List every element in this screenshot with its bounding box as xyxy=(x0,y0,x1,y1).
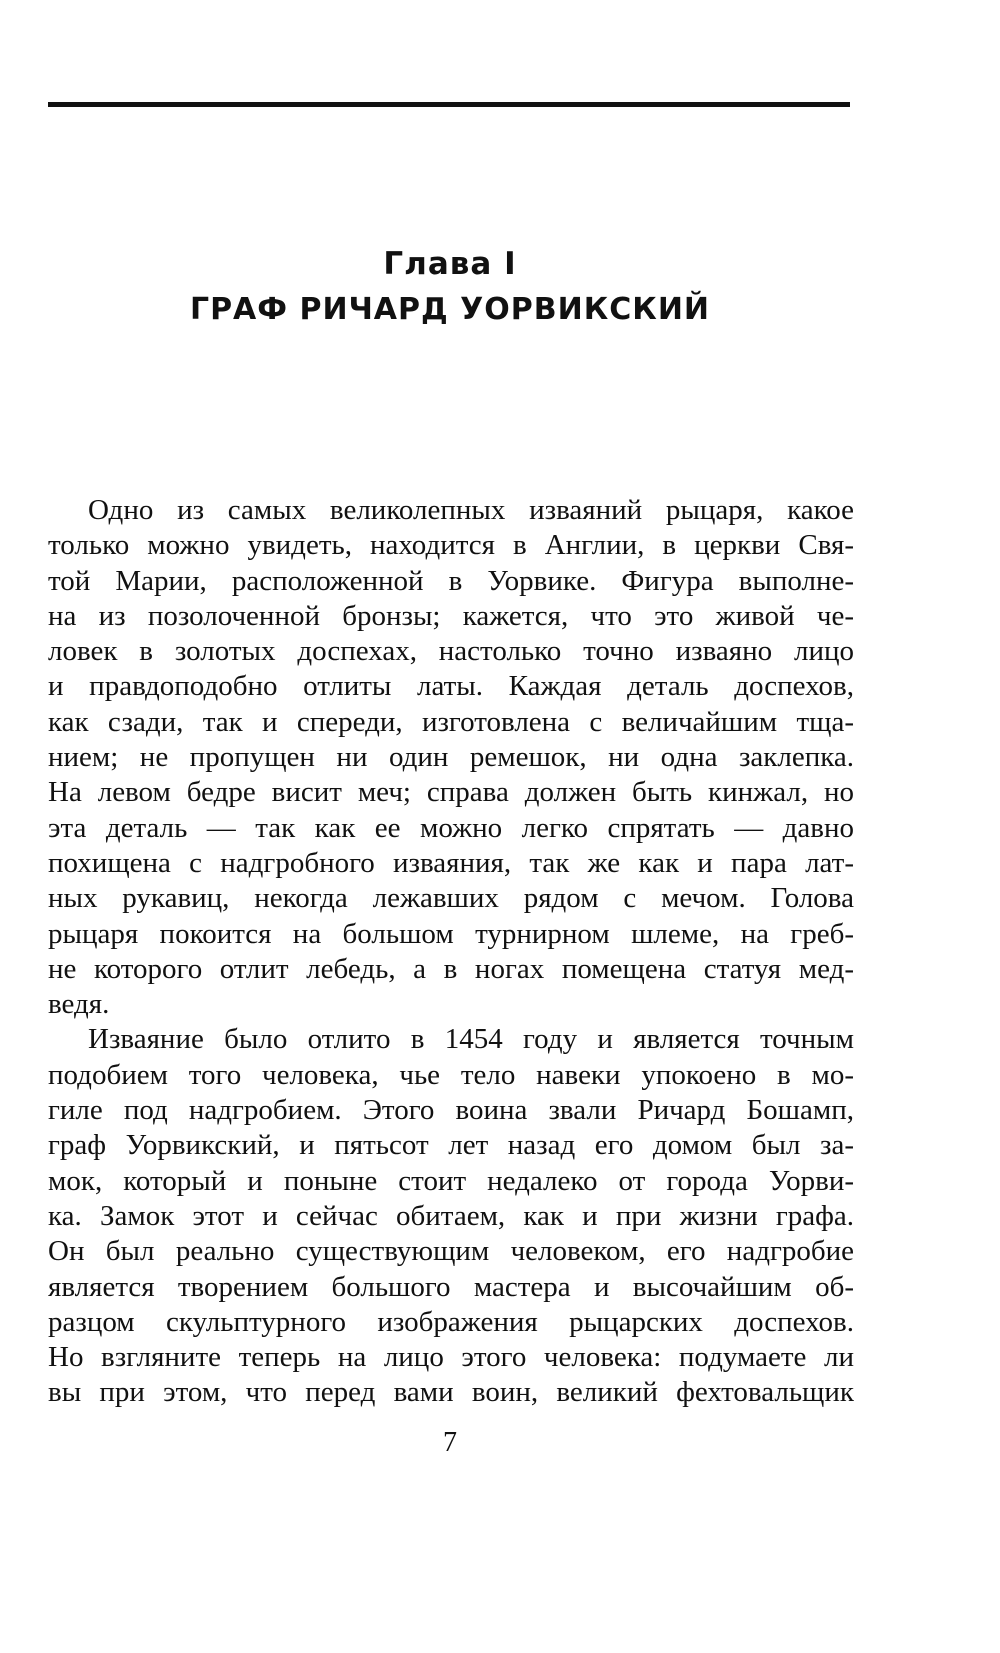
text-line: похищена с надгробного изваяния, так же как и пара лат- xyxy=(48,846,854,879)
text-line: гиле под надгробием. Этого воина звали Ричард Бошамп, xyxy=(48,1094,854,1127)
text-line: на из позолоченной бронзы; кажется, что это живой че- xyxy=(48,599,854,632)
text-line: ка. Замок этот и сейчас обитаем, как и при жизни графа. xyxy=(48,1199,854,1232)
body-text xyxy=(48,493,854,1411)
text-line: ведя. xyxy=(48,988,110,1021)
chapter-title: ГРАФ РИЧАРД УОРВИКСКИЙ xyxy=(189,292,711,327)
text-line: является творением большого мастера и высочайшим об- xyxy=(48,1270,854,1303)
text-line: Изваяние было отлито в 1454 году и является точным xyxy=(88,1023,854,1056)
text-line: той Марии, расположенной в Уорвике. Фигура выполне- xyxy=(48,564,854,597)
chapter-label: Глава I xyxy=(383,246,517,282)
header-rule xyxy=(48,102,850,107)
text-line: только можно увидеть, находится в Англии, в церкви Свя- xyxy=(48,529,854,562)
text-line: граф Уорвикский, и пятьсот лет назад его домом был за- xyxy=(48,1129,854,1162)
text-line: нием; не пропущен ни один ремешок, ни одна заклепка. xyxy=(48,741,854,774)
text-line: Он был реально существующим человеком, его надгробие xyxy=(48,1235,854,1268)
text-line: и правдоподобно отлиты латы. Каждая деталь доспехов, xyxy=(48,670,854,703)
text-line: подобием того человека, чье тело навеки упокоено в мо- xyxy=(48,1058,854,1091)
text-line: как сзади, так и спереди, изготовлена с величайшим тща- xyxy=(48,705,854,738)
text-line: разцом скульптурного изображения рыцарских доспехов. xyxy=(48,1305,854,1338)
text-line: не которого отлит лебедь, а в ногах помещена статуя мед- xyxy=(48,952,854,985)
text-line: Но взгляните теперь на лицо этого человека: подумаете ли xyxy=(48,1341,854,1374)
text-line: ных рукавиц, некогда лежавших рядом с мечом. Голова xyxy=(48,882,854,915)
text-line: ловек в золотых доспехах, настолько точно изваяно лицо xyxy=(48,635,854,668)
text-line: Одно из самых великолепных изваяний рыцаря, какое xyxy=(88,494,854,526)
text-line: рыцаря покоится на большом турнирном шлеме, на греб- xyxy=(48,917,854,950)
text-line: На левом бедре висит меч; справа должен быть кинжал, но xyxy=(48,776,854,809)
text-line: мок, который и поныне стоит недалеко от города Уорви- xyxy=(48,1164,854,1197)
text-line: эта деталь — так как ее можно легко спрятать — давно xyxy=(48,811,854,844)
text-line: вы при этом, что перед вами воин, великий фехтовальщик xyxy=(48,1376,854,1409)
page-number: 7 xyxy=(443,1427,457,1458)
